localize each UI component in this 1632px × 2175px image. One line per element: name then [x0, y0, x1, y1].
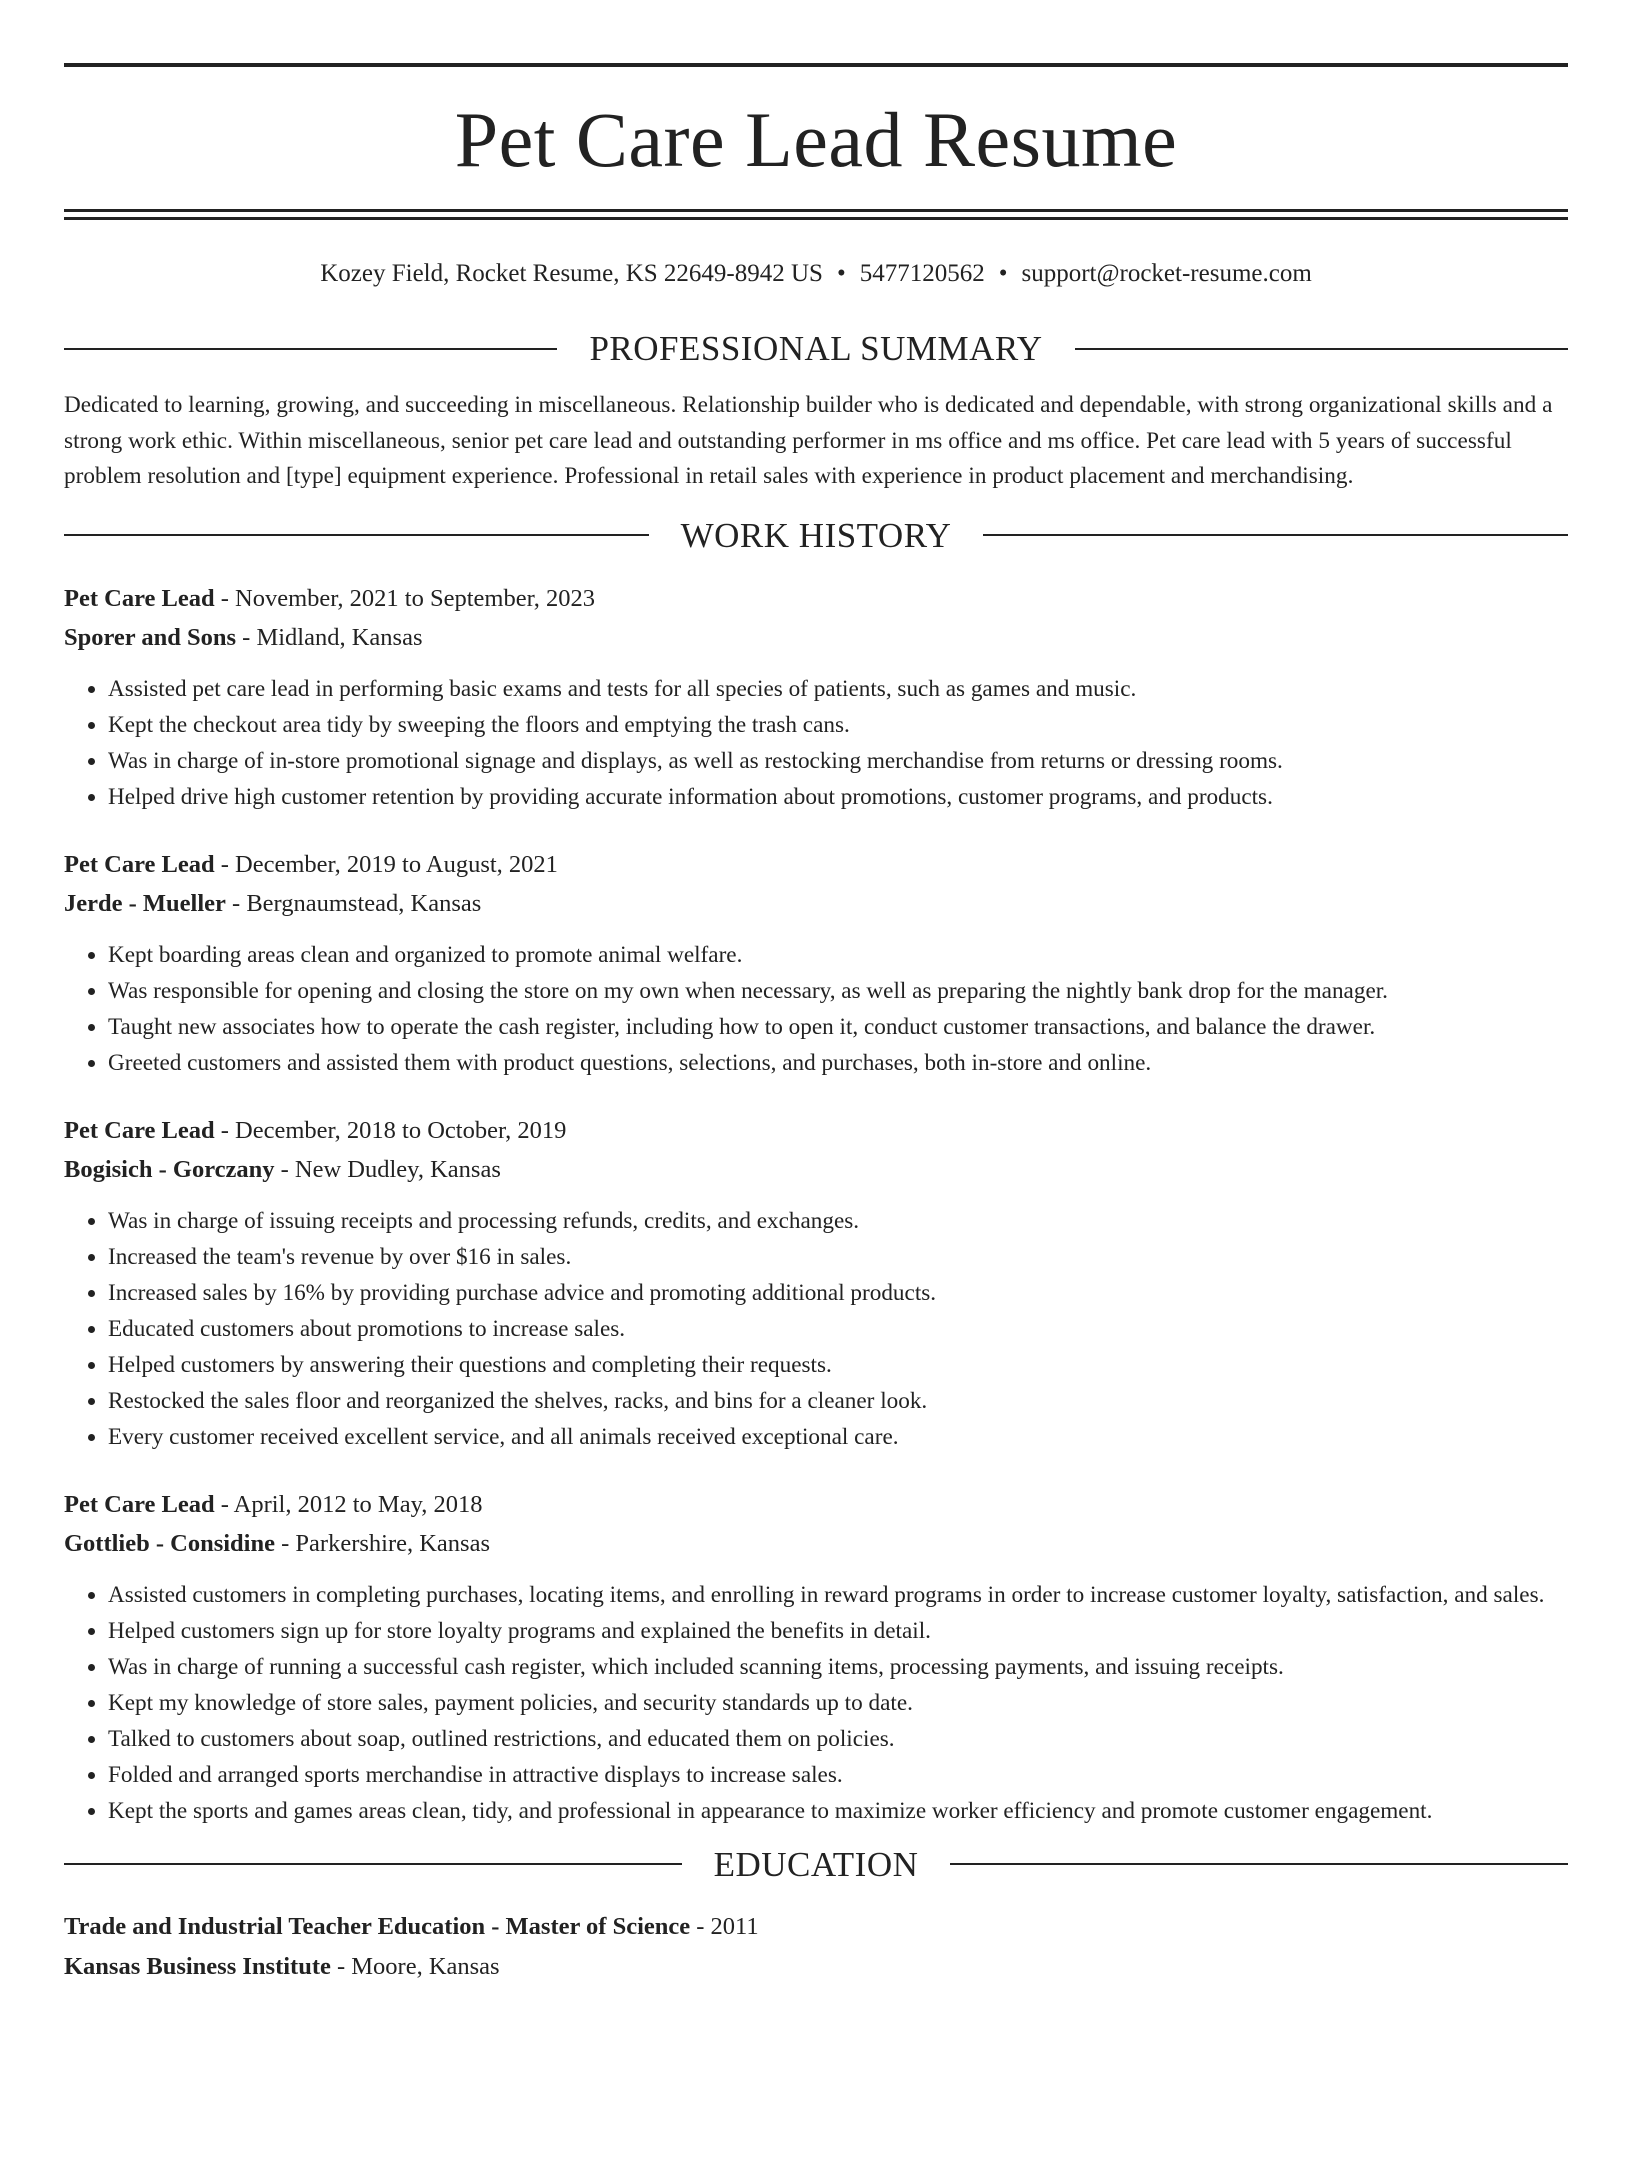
job-bullets: [64, 1577, 1568, 1829]
education-location: - Moore, Kansas: [330, 1952, 500, 1980]
summary-heading: PROFESSIONAL SUMMARY: [589, 329, 1043, 368]
job-bullet: • Greeted customers and assisted them with product questions, selections, and purchases, both in-store and online.: [108, 1045, 1568, 1081]
heading-rule-left: [64, 534, 649, 536]
job-entry: [64, 845, 1568, 1081]
job-dates: - November, 2021 to September, 2023: [214, 584, 596, 612]
job-bullet: • Helped drive high customer retention by providing accurate information about promotions, customer programs, and products.: [108, 779, 1568, 815]
job-bullet: • Taught new associates how to operate the cash register, including how to open it, conduct customer transactions, and balance the drawer.: [108, 1009, 1568, 1045]
job-bullet: • Assisted customers in completing purchases, locating items, and enrolling in reward programs in order to increase customer loyalty, satisfaction, and sales.: [108, 1577, 1568, 1613]
job-bullet: • Folded and arranged sports merchandise in attractive displays to increase sales.: [108, 1757, 1568, 1793]
job-bullet: • Was in charge of issuing receipts and processing refunds, credits, and exchanges.: [108, 1203, 1568, 1239]
job-title: Pet Care Lead: [64, 850, 215, 878]
job-title: Pet Care Lead: [64, 1116, 215, 1144]
job-bullet: • Was in charge of in-store promotional signage and displays, as well as restocking merchandise from returns or dressing rooms.: [108, 743, 1568, 779]
contact-phone: 5477120562: [859, 260, 985, 287]
job-location: - New Dudley, Kansas: [274, 1155, 501, 1183]
job-bullet: • Every customer received excellent service, and all animals received exceptional care.: [108, 1419, 1568, 1455]
job-location: - Midland, Kansas: [236, 623, 423, 651]
contact-separator: •: [998, 260, 1008, 287]
job-bullet: • Kept the sports and games areas clean, tidy, and professional in appearance to maximize worker efficiency and promote customer engagement.: [108, 1793, 1568, 1829]
job-bullets: [64, 1203, 1568, 1455]
contact-separator: •: [836, 260, 846, 287]
education-school: Kansas Business Institute: [64, 1952, 331, 1980]
job-title: Pet Care Lead: [64, 584, 215, 612]
job-bullet: • Assisted pet care lead in performing basic exams and tests for all species of patients, such as games and music.: [108, 671, 1568, 707]
contact-email: support@rocket-resume.com: [1021, 260, 1312, 287]
job-dates: - April, 2012 to May, 2018: [214, 1490, 483, 1518]
job-bullet: • Kept boarding areas clean and organized to promote animal welfare.: [108, 937, 1568, 973]
job-bullets: [64, 937, 1568, 1081]
summary-text: Dedicated to learning, growing, and succeeding in miscellaneous. Relationship builder who is dedicated and dependable, with strong organizational skills and a strong work ethic. Within miscellaneous, senior pet care lead and outstanding performer in ms office and ms office. Pet care lead with 5 years of successful problem resolution and [type] equipment experience. Professional in retail sales with experience in product placement and merchandising.: [64, 392, 1553, 490]
heading-rule-right: [983, 534, 1568, 536]
job-bullet: • Increased the team's revenue by over $16 in sales.: [108, 1239, 1568, 1275]
job-bullet: • Was responsible for opening and closing the store on my own when necessary, as well as preparing the nightly bank drop for the manager.: [108, 973, 1568, 1009]
job-bullet: • Kept my knowledge of store sales, payment policies, and security standards up to date.: [108, 1685, 1568, 1721]
education-heading: EDUCATION: [713, 1844, 919, 1884]
job-bullet: • Kept the checkout area tidy by sweeping the floors and emptying the trash cans.: [108, 707, 1568, 743]
job-title: Pet Care Lead: [64, 1490, 215, 1518]
summary-section-heading: [64, 331, 1568, 366]
work-heading: WORK HISTORY: [680, 515, 952, 555]
job-dates: - December, 2019 to August, 2021: [214, 850, 558, 878]
contact-address: Kozey Field, Rocket Resume, KS 22649-8942 US: [320, 260, 823, 287]
education-year: - 2011: [690, 1912, 759, 1940]
job-bullet: • Increased sales by 16% by providing purchase advice and promoting additional products.: [108, 1275, 1568, 1311]
job-bullets: [64, 671, 1568, 815]
resume-page: [0, 63, 1632, 2175]
job-company: Sporer and Sons: [64, 623, 237, 651]
job-bullet: • Educated customers about promotions to increase sales.: [108, 1311, 1568, 1347]
job-dates: - December, 2018 to October, 2019: [214, 1116, 567, 1144]
work-section-heading: [64, 515, 1568, 555]
job-location: - Parkershire, Kansas: [275, 1529, 490, 1557]
job-bullet: • Restocked the sales floor and reorganized the shelves, racks, and bins for a cleaner look.: [108, 1383, 1568, 1419]
heading-rule-left: [64, 1863, 682, 1865]
title-double-rule: [64, 209, 1568, 220]
job-location: - Bergnaumstead, Kansas: [225, 889, 482, 917]
heading-rule-right: [950, 1863, 1568, 1865]
job-bullet: • Helped customers by answering their questions and completing their requests.: [108, 1347, 1568, 1383]
education-degree: Trade and Industrial Teacher Education - Master of Science: [64, 1912, 691, 1940]
job-company: Bogisich - Gorczany: [64, 1155, 275, 1183]
page-title: Pet Care Lead Resume: [454, 96, 1178, 183]
heading-rule-left: [64, 348, 557, 350]
job-entry: [64, 579, 1568, 815]
heading-rule-right: [1075, 348, 1568, 350]
job-company: Gottlieb - Considine: [64, 1529, 275, 1557]
education-entry: [64, 1907, 1568, 1987]
job-bullet: • Was in charge of running a successful cash register, which included scanning items, processing payments, and issuing receipts.: [108, 1649, 1568, 1685]
education-section-heading: [64, 1844, 1568, 1884]
job-bullet: • Helped customers sign up for store loyalty programs and explained the benefits in detail.: [108, 1613, 1568, 1649]
contact-line: [64, 254, 1568, 294]
job-company: Jerde - Mueller: [64, 889, 226, 917]
job-bullet: • Talked to customers about soap, outlined restrictions, and educated them on policies.: [108, 1721, 1568, 1757]
job-entry: [64, 1111, 1568, 1455]
job-entry: [64, 1485, 1568, 1829]
